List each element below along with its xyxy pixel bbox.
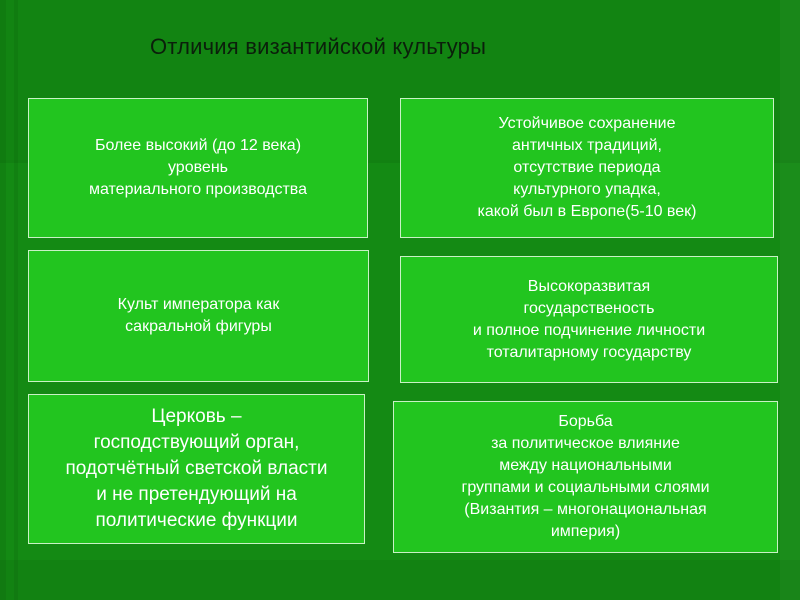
box-church: Церковь – господствующий орган, подотчётный светской власти и не претендующий на политические функции — [28, 394, 365, 544]
box-material-production: Более высокий (до 12 века) уровень материального производства — [28, 98, 368, 238]
box-state-system: Высокоразвитая государственость и полное подчинение личности тоталитарному государству — [400, 256, 778, 383]
background-stripe — [780, 0, 800, 600]
slide-title: Отличия византийской культуры — [150, 34, 487, 59]
background-stripe — [0, 0, 6, 600]
box-emperor-cult: Культ императора как сакральной фигуры — [28, 250, 369, 382]
box-political-struggle: Борьба за политическое влияние между национальными группами и социальными слоями (Византия – многонациональная империя) — [393, 401, 778, 553]
box-antique-traditions: Устойчивое сохранение античных традиций, отсутствие периода культурного упадка, какой был в Европе(5-10 век) — [400, 98, 774, 238]
background-stripe — [14, 0, 18, 600]
background-stripe — [0, 560, 800, 600]
